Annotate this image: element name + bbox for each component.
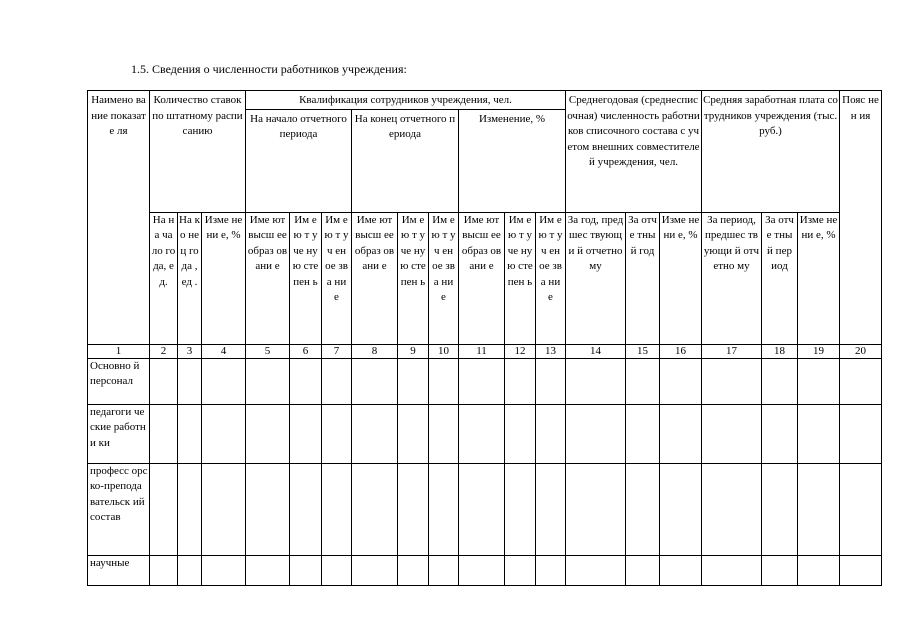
column-number: 8 — [352, 344, 398, 358]
column-number: 1 — [88, 344, 150, 358]
subheader-col-5: Име ют высш ее образ овани е — [246, 212, 290, 344]
subheader-col-12: Им ею т уче ну ю сте пен ь — [505, 212, 536, 344]
header-qualification: Квалификация сотрудников учреждения, чел. — [246, 91, 566, 110]
row-label: научные — [88, 555, 150, 585]
column-number: 4 — [202, 344, 246, 358]
header-notes: Пояс нен ия — [840, 91, 882, 345]
subheader-col-14: За год, предшес твующи й отчетно му — [566, 212, 626, 344]
column-number: 20 — [840, 344, 882, 358]
column-number: 19 — [798, 344, 840, 358]
row-label: педагоги ческие работни ки — [88, 404, 150, 463]
column-number: 2 — [150, 344, 178, 358]
column-number: 18 — [762, 344, 798, 358]
column-number: 10 — [429, 344, 459, 358]
subheader-col-19: Изме нени е, % — [798, 212, 840, 344]
table-row — [88, 463, 882, 555]
subheader-col-10: Им ею т уч ен ое зва ни е — [429, 212, 459, 344]
subheader-col-9: Им ею т уче ну ю сте пен ь — [398, 212, 429, 344]
column-number: 6 — [290, 344, 322, 358]
subheader-col-18: За отче тны й пер иод — [762, 212, 798, 344]
subheader-col-8: Име ют высш ее образ овани е — [352, 212, 398, 344]
header-avg-salary: Средняя заработная плата сотрудников учреждения (тыс. руб.) — [702, 91, 840, 213]
table-row — [88, 555, 882, 585]
header-staff-count: Количество ставок по штатному расписанию — [150, 91, 246, 213]
section-title: 1.5. Сведения о численности работников учреждения: — [131, 62, 407, 76]
subheader-col-7: Им ею т уч ен ое зва ни е — [322, 212, 352, 344]
column-number: 15 — [626, 344, 660, 358]
subheader-col-6: Им ею т уче ну ю сте пен ь — [290, 212, 322, 344]
column-number: 13 — [536, 344, 566, 358]
table-row — [88, 358, 882, 404]
subheader-col-17: За период, предшес твующи й отчетно му — [702, 212, 762, 344]
staff-table — [87, 90, 882, 586]
header-avg-headcount: Среднегодовая (среднесписочная) численность работников списочного состава с учетом внешних совместителей учреждения, чел. — [566, 91, 702, 213]
subheader-col-15: За отче тны й год — [626, 212, 660, 344]
subheader-col-4: Изме нени е, % — [202, 212, 246, 344]
subheader-col-13: Им ею т уч ен ое зва ни е — [536, 212, 566, 344]
header-period-end: На конец отчетного периода — [352, 109, 459, 212]
column-number: 14 — [566, 344, 626, 358]
column-number-row — [88, 344, 882, 358]
column-number: 17 — [702, 344, 762, 358]
column-number: 5 — [246, 344, 290, 358]
column-number: 9 — [398, 344, 429, 358]
header-name: Наимено вание показате ля — [88, 91, 150, 345]
header-change-pct: Изменение, % — [459, 109, 566, 212]
column-number: 12 — [505, 344, 536, 358]
subheader-col-3: На ко не ц го да , ед . — [178, 212, 202, 344]
header-period-start: На начало отчетного периода — [246, 109, 352, 212]
subheader-col-11: Име ют высш ее образ овани е — [459, 212, 505, 344]
row-label: професс орско-препода вательск ий состав — [88, 463, 150, 555]
column-number: 16 — [660, 344, 702, 358]
table-row — [88, 404, 882, 463]
subheader-col-16: Изме нени е, % — [660, 212, 702, 344]
column-number: 11 — [459, 344, 505, 358]
column-number: 3 — [178, 344, 202, 358]
row-label: Основно й персонал — [88, 358, 150, 404]
column-number: 7 — [322, 344, 352, 358]
subheader-col-2: На на ча ло го да, ед. — [150, 212, 178, 344]
